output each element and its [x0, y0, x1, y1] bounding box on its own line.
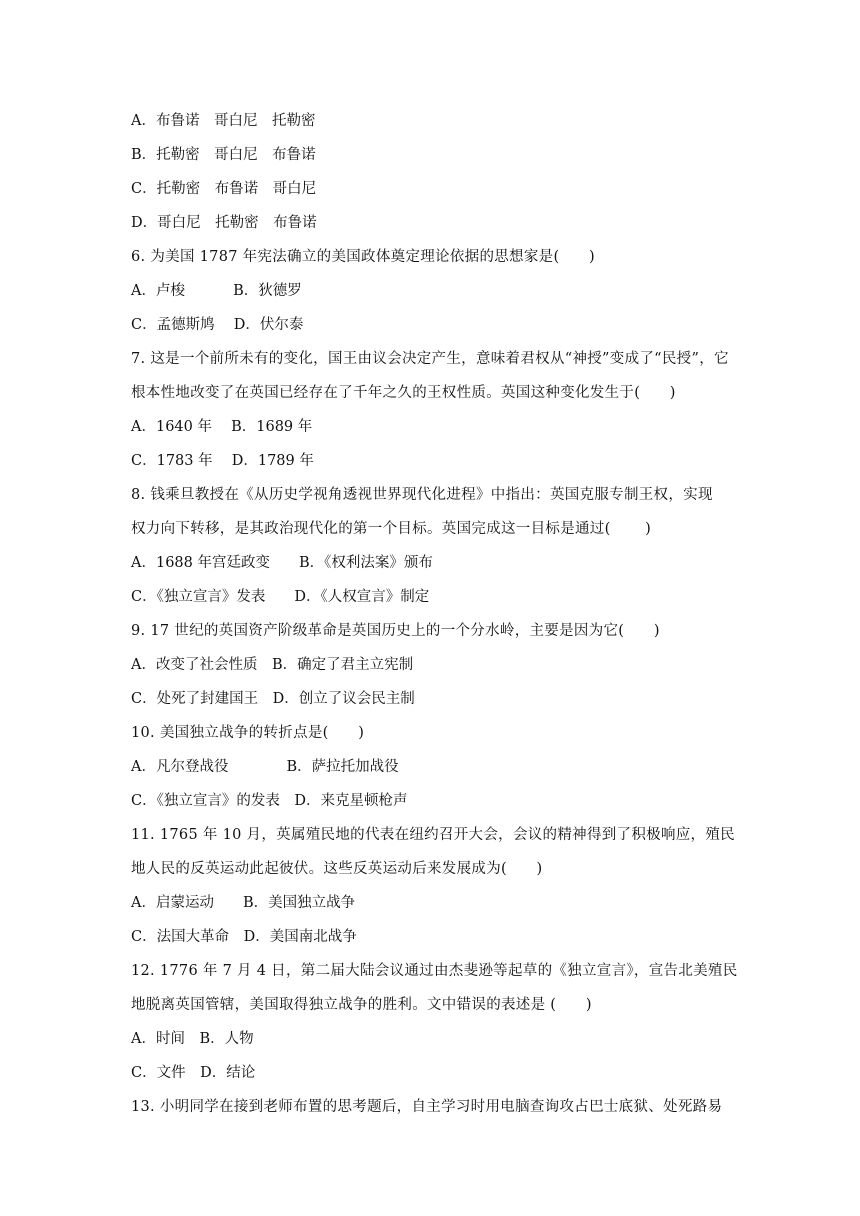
- q9-stem: 9. 17 世纪的英国资产阶级革命是英国历史上的一个分水岭，主要是因为它( ): [131, 623, 660, 639]
- q5-option-c: C．托勒密 布鲁诺 哥白尼: [131, 181, 317, 197]
- q8-stem-line-1: 8. 钱乘旦教授在《从历史学视角透视世界现代化进程》中指出：英国克服专制王权，实现: [131, 487, 713, 503]
- q11-stem-line-2: 地人民的反英运动此起彼伏。这些反英运动后来发展成为( ): [131, 861, 543, 877]
- q10-options-ab: A．凡尔登战役 B．萨拉托加战役: [131, 759, 399, 775]
- q5-option-a: A．布鲁诺 哥白尼 托勒密: [131, 113, 316, 129]
- q8-options-ab: A．1688 年宫廷政变 B．《权利法案》颁布: [131, 555, 433, 571]
- q13-stem-line-1: 13. 小明同学在接到老师布置的思考题后，自主学习时用电脑查询攻占巴士底狱、处死路易: [131, 1099, 723, 1115]
- q12-stem-line-1: 12. 1776 年 7 月 4 日，第二届大陆会议通过由杰斐逊等起草的《独立宣言》，宣告北美殖民: [131, 963, 738, 979]
- q8-options-cd: C．《独立宣言》发表 D．《人权宣言》制定: [131, 589, 430, 605]
- q10-stem: 10. 美国独立战争的转折点是( ): [131, 725, 365, 741]
- q6-options-ab: A．卢梭 B．狄德罗: [131, 283, 302, 299]
- q12-options-ab: A．时间 B．人物: [131, 1031, 254, 1047]
- q7-stem-line-2: 根本性地改变了在英国已经存在了千年之久的王权性质。英国这种变化发生于( ): [131, 385, 676, 401]
- q6-options-cd: C．孟德斯鸠 D．伏尔泰: [131, 317, 304, 333]
- q5-option-b: B．托勒密 哥白尼 布鲁诺: [131, 147, 316, 163]
- q8-stem-line-2: 权力向下转移，是其政治现代化的第一个目标。英国完成这一目标是通过( ): [131, 521, 652, 537]
- q7-stem-line-1: 7. 这是一个前所未有的变化，国王由议会决定产生，意味着君权从“神授”变成了“民授”，它: [131, 351, 729, 367]
- q6-stem: 6. 为美国 1787 年宪法确立的美国政体奠定理论依据的思想家是( ): [131, 249, 595, 265]
- q9-options-cd: C．处死了封建国王 D．创立了议会民主制: [131, 691, 415, 707]
- q7-options-cd: C．1783 年 D．1789 年: [131, 453, 314, 469]
- q11-options-ab: A．启蒙运动 B．美国独立战争: [131, 895, 356, 911]
- q11-stem-line-1: 11. 1765 年 10 月，英属殖民地的代表在纽约召开大会，会议的精神得到了积极响应，殖民: [131, 827, 735, 843]
- q5-option-d: D．哥白尼 托勒密 布鲁诺: [131, 215, 317, 231]
- q12-options-cd: C．文件 D．结论: [131, 1065, 256, 1081]
- q12-stem-line-2: 地脱离英国管辖，美国取得独立战争的胜利。文中错误的表述是 ( ): [131, 997, 592, 1013]
- q7-options-ab: A．1640 年 B．1689 年: [131, 419, 313, 435]
- q9-options-ab: A．改变了社会性质 B．确定了君主立宪制: [131, 657, 414, 673]
- q10-options-cd: C．《独立宣言》的发表 D．来克星顿枪声: [131, 793, 408, 809]
- q11-options-cd: C．法国大革命 D．美国南北战争: [131, 929, 357, 945]
